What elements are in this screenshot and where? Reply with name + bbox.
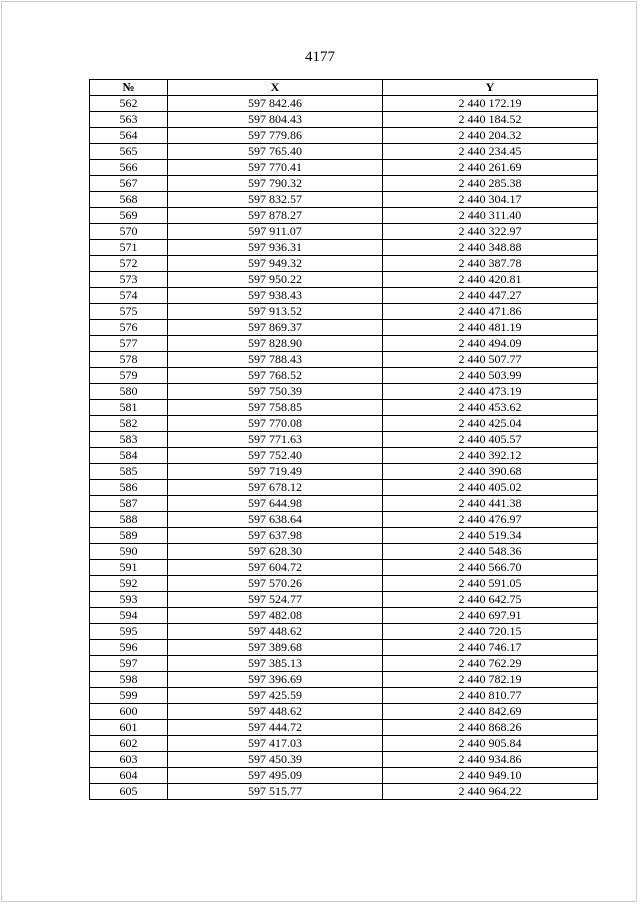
cell-x: 597 638.64 [168, 512, 383, 528]
cell-y: 2 440 810.77 [383, 688, 598, 704]
cell-y: 2 440 519.34 [383, 528, 598, 544]
cell-number: 592 [90, 576, 168, 592]
table-row [90, 528, 598, 544]
cell-y: 2 440 473.19 [383, 384, 598, 400]
cell-y: 2 440 503.99 [383, 368, 598, 384]
cell-number: 580 [90, 384, 168, 400]
cell-y: 2 440 842.69 [383, 704, 598, 720]
cell-y: 2 440 348.88 [383, 240, 598, 256]
cell-number: 587 [90, 496, 168, 512]
cell-x: 597 515.77 [168, 784, 383, 800]
cell-x: 597 524.77 [168, 592, 383, 608]
cell-y: 2 440 762.29 [383, 656, 598, 672]
table-row [90, 768, 598, 784]
table-row [90, 448, 598, 464]
cell-x: 597 842.46 [168, 96, 383, 112]
cell-y: 2 440 311.40 [383, 208, 598, 224]
cell-y: 2 440 746.17 [383, 640, 598, 656]
cell-number: 598 [90, 672, 168, 688]
cell-y: 2 440 481.19 [383, 320, 598, 336]
cell-y: 2 440 476.97 [383, 512, 598, 528]
cell-x: 597 788.43 [168, 352, 383, 368]
cell-x: 597 779.86 [168, 128, 383, 144]
cell-y: 2 440 905.84 [383, 736, 598, 752]
cell-x: 597 950.22 [168, 272, 383, 288]
cell-number: 582 [90, 416, 168, 432]
cell-x: 597 637.98 [168, 528, 383, 544]
cell-x: 597 949.32 [168, 256, 383, 272]
cell-x: 597 389.68 [168, 640, 383, 656]
table-row [90, 192, 598, 208]
cell-number: 591 [90, 560, 168, 576]
cell-x: 597 938.43 [168, 288, 383, 304]
table-row [90, 240, 598, 256]
cell-number: 574 [90, 288, 168, 304]
cell-y: 2 440 441.38 [383, 496, 598, 512]
cell-y: 2 440 720.15 [383, 624, 598, 640]
header-y: Y [383, 80, 598, 96]
cell-number: 563 [90, 112, 168, 128]
table-row [90, 624, 598, 640]
cell-y: 2 440 782.19 [383, 672, 598, 688]
cell-x: 597 771.63 [168, 432, 383, 448]
cell-y: 2 440 172.19 [383, 96, 598, 112]
cell-x: 597 878.27 [168, 208, 383, 224]
table-row [90, 416, 598, 432]
table-row [90, 752, 598, 768]
table-row [90, 720, 598, 736]
cell-number: 562 [90, 96, 168, 112]
cell-number: 579 [90, 368, 168, 384]
cell-x: 597 482.08 [168, 608, 383, 624]
table-row [90, 592, 598, 608]
cell-number: 584 [90, 448, 168, 464]
cell-number: 575 [90, 304, 168, 320]
cell-number: 568 [90, 192, 168, 208]
cell-y: 2 440 234.45 [383, 144, 598, 160]
cell-number: 578 [90, 352, 168, 368]
cell-y: 2 440 642.75 [383, 592, 598, 608]
cell-number: 571 [90, 240, 168, 256]
cell-x: 597 450.39 [168, 752, 383, 768]
table-row [90, 304, 598, 320]
cell-number: 602 [90, 736, 168, 752]
cell-number: 566 [90, 160, 168, 176]
cell-number: 585 [90, 464, 168, 480]
table-row [90, 112, 598, 128]
table-row [90, 384, 598, 400]
table-row [90, 272, 598, 288]
cell-number: 597 [90, 656, 168, 672]
table-row [90, 368, 598, 384]
table-row [90, 496, 598, 512]
cell-y: 2 440 868.26 [383, 720, 598, 736]
cell-number: 577 [90, 336, 168, 352]
cell-x: 597 448.62 [168, 624, 383, 640]
cell-x: 597 425.59 [168, 688, 383, 704]
cell-x: 597 719.49 [168, 464, 383, 480]
cell-y: 2 440 507.77 [383, 352, 598, 368]
cell-x: 597 752.40 [168, 448, 383, 464]
cell-x: 597 628.30 [168, 544, 383, 560]
cell-y: 2 440 420.81 [383, 272, 598, 288]
cell-y: 2 440 447.27 [383, 288, 598, 304]
cell-y: 2 440 591.05 [383, 576, 598, 592]
cell-x: 597 396.69 [168, 672, 383, 688]
cell-x: 597 495.09 [168, 768, 383, 784]
cell-number: 583 [90, 432, 168, 448]
cell-x: 597 770.41 [168, 160, 383, 176]
cell-number: 595 [90, 624, 168, 640]
cell-y: 2 440 566.70 [383, 560, 598, 576]
cell-y: 2 440 697.91 [383, 608, 598, 624]
table-row [90, 480, 598, 496]
coordinates-table [89, 79, 598, 800]
cell-x: 597 869.37 [168, 320, 383, 336]
cell-y: 2 440 392.12 [383, 448, 598, 464]
cell-y: 2 440 405.57 [383, 432, 598, 448]
table-row [90, 288, 598, 304]
cell-x: 597 832.57 [168, 192, 383, 208]
cell-x: 597 570.26 [168, 576, 383, 592]
cell-x: 597 758.85 [168, 400, 383, 416]
cell-y: 2 440 453.62 [383, 400, 598, 416]
cell-x: 597 770.08 [168, 416, 383, 432]
table-row [90, 704, 598, 720]
cell-x: 597 750.39 [168, 384, 383, 400]
cell-y: 2 440 405.02 [383, 480, 598, 496]
cell-y: 2 440 184.52 [383, 112, 598, 128]
cell-y: 2 440 949.10 [383, 768, 598, 784]
table-row [90, 512, 598, 528]
cell-number: 603 [90, 752, 168, 768]
cell-y: 2 440 471.86 [383, 304, 598, 320]
cell-x: 597 644.98 [168, 496, 383, 512]
table-row [90, 96, 598, 112]
cell-x: 597 913.52 [168, 304, 383, 320]
cell-x: 597 444.72 [168, 720, 383, 736]
table-row [90, 560, 598, 576]
cell-number: 604 [90, 768, 168, 784]
cell-number: 605 [90, 784, 168, 800]
header-number: № [90, 80, 168, 96]
table-row [90, 608, 598, 624]
cell-number: 594 [90, 608, 168, 624]
cell-x: 597 604.72 [168, 560, 383, 576]
cell-number: 588 [90, 512, 168, 528]
table-row [90, 144, 598, 160]
cell-y: 2 440 204.32 [383, 128, 598, 144]
cell-x: 597 385.13 [168, 656, 383, 672]
table-row [90, 160, 598, 176]
table-row [90, 208, 598, 224]
table-header-row [90, 80, 598, 96]
cell-number: 567 [90, 176, 168, 192]
table-row [90, 432, 598, 448]
cell-y: 2 440 964.22 [383, 784, 598, 800]
cell-x: 597 448.62 [168, 704, 383, 720]
table-row [90, 336, 598, 352]
cell-x: 597 936.31 [168, 240, 383, 256]
cell-number: 590 [90, 544, 168, 560]
cell-number: 564 [90, 128, 168, 144]
table-row [90, 352, 598, 368]
cell-number: 589 [90, 528, 168, 544]
cell-number: 565 [90, 144, 168, 160]
cell-number: 599 [90, 688, 168, 704]
cell-x: 597 804.43 [168, 112, 383, 128]
cell-x: 597 911.07 [168, 224, 383, 240]
cell-y: 2 440 390.68 [383, 464, 598, 480]
table-row [90, 464, 598, 480]
cell-number: 576 [90, 320, 168, 336]
cell-y: 2 440 304.17 [383, 192, 598, 208]
table-row [90, 224, 598, 240]
cell-x: 597 678.12 [168, 480, 383, 496]
cell-number: 569 [90, 208, 168, 224]
cell-number: 593 [90, 592, 168, 608]
cell-x: 597 417.03 [168, 736, 383, 752]
cell-y: 2 440 425.04 [383, 416, 598, 432]
cell-number: 596 [90, 640, 168, 656]
table-row [90, 736, 598, 752]
table-row [90, 400, 598, 416]
table-row [90, 672, 598, 688]
cell-number: 570 [90, 224, 168, 240]
cell-number: 581 [90, 400, 168, 416]
cell-number: 586 [90, 480, 168, 496]
cell-x: 597 790.32 [168, 176, 383, 192]
cell-number: 600 [90, 704, 168, 720]
cell-x: 597 765.40 [168, 144, 383, 160]
page-number: 4177 [305, 49, 335, 65]
cell-y: 2 440 494.09 [383, 336, 598, 352]
table-row [90, 544, 598, 560]
table-row [90, 688, 598, 704]
cell-y: 2 440 261.69 [383, 160, 598, 176]
cell-y: 2 440 548.36 [383, 544, 598, 560]
table-row [90, 656, 598, 672]
table-row [90, 320, 598, 336]
header-x: X [168, 80, 383, 96]
cell-y: 2 440 934.86 [383, 752, 598, 768]
table-row [90, 256, 598, 272]
cell-y: 2 440 285.38 [383, 176, 598, 192]
table-row [90, 640, 598, 656]
table-row [90, 784, 598, 800]
table-row [90, 128, 598, 144]
table-row [90, 176, 598, 192]
cell-number: 573 [90, 272, 168, 288]
table-body [90, 96, 598, 800]
table-row [90, 576, 598, 592]
cell-number: 572 [90, 256, 168, 272]
cell-x: 597 768.52 [168, 368, 383, 384]
cell-x: 597 828.90 [168, 336, 383, 352]
cell-y: 2 440 322.97 [383, 224, 598, 240]
cell-number: 601 [90, 720, 168, 736]
cell-y: 2 440 387.78 [383, 256, 598, 272]
